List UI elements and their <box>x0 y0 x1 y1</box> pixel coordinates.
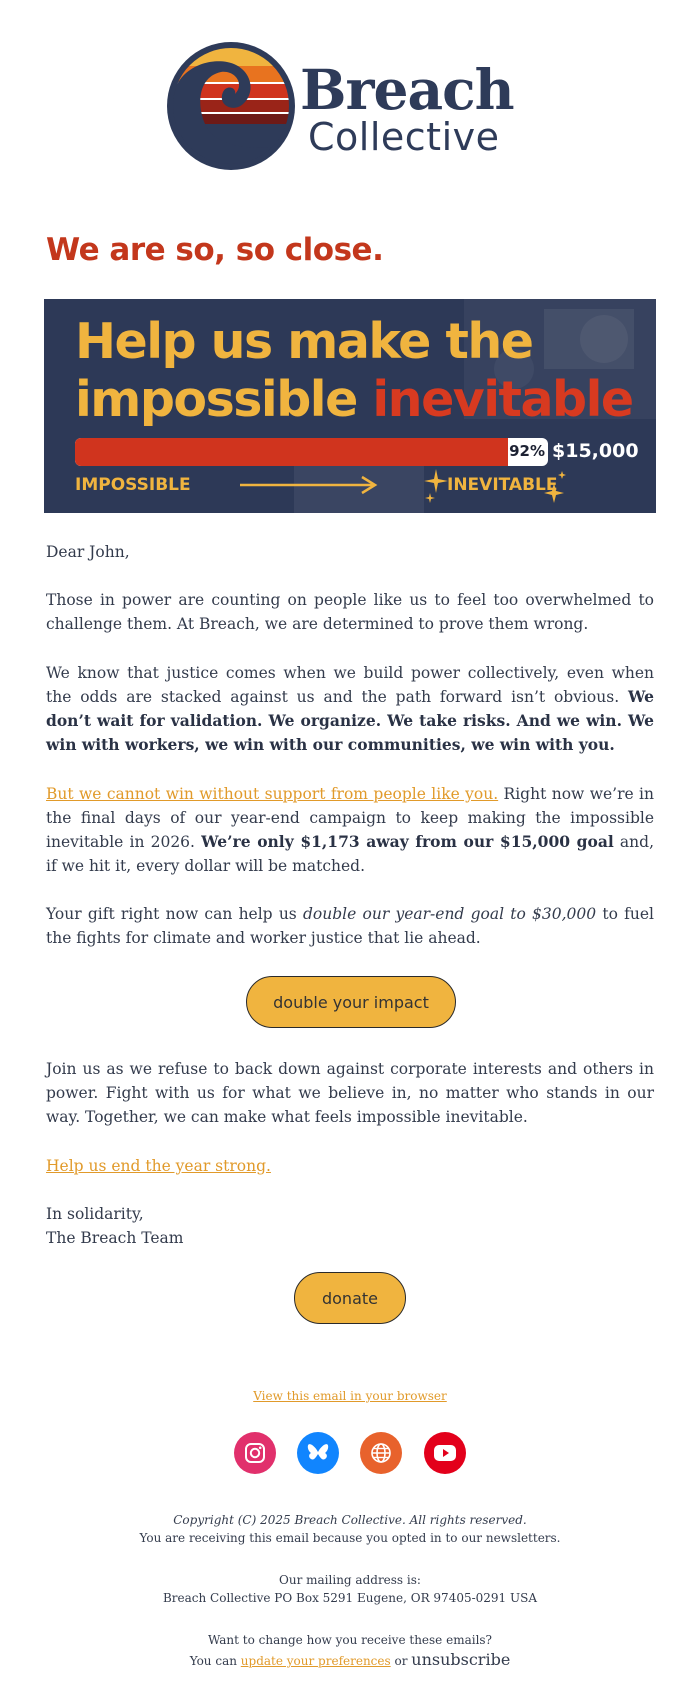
progress-percent: 92% <box>509 442 545 460</box>
banner-line-2 <box>75 371 633 429</box>
progress-bar <box>75 438 548 466</box>
paragraph-6 <box>46 1154 654 1178</box>
paragraph-3-end: and, if we hit it, every dollar will be matched. <box>46 833 654 875</box>
paragraph-4-text: Your gift right now can help us <box>46 905 303 923</box>
signoff-line-1: In solidarity, <box>46 1205 144 1223</box>
website-link[interactable] <box>360 1432 402 1474</box>
paragraph-4 <box>46 902 654 950</box>
receiving-notice: You are receiving this email because you opted in to our newsletters. <box>139 1531 561 1545</box>
end-year-strong-link[interactable]: Help us end the year strong. <box>46 1157 271 1175</box>
update-preferences-link[interactable]: update your preferences <box>240 1654 391 1668</box>
paragraph-2-text: We know that justice comes when we build power collectively, even when the odds are stacked against us and the path forward isn’t obvious. <box>46 664 654 706</box>
paragraph-1: Those in power are counting on people like us to feel too overwhelmed to challenge them. At Breach, we are determined to prove them wrong. <box>46 591 654 633</box>
label-inevitable: INEVITABLE <box>447 475 558 495</box>
progress-fill <box>75 438 508 466</box>
view-in-browser-link[interactable]: View this email in your browser <box>253 1389 447 1403</box>
campaign-banner[interactable] <box>44 299 656 513</box>
label-impossible: IMPOSSIBLE <box>75 475 191 495</box>
youtube-icon <box>433 1444 457 1462</box>
brand-name-top: Breach <box>300 57 514 122</box>
banner-line-1: Help us make the <box>75 313 533 370</box>
change-prompt: Want to change how you receive these emails? <box>207 1633 492 1647</box>
logo[interactable] <box>165 40 535 175</box>
paragraph-4-italic: double our year-end goal to $30,000 <box>303 905 597 923</box>
page-title: We are so, so close. <box>46 232 384 268</box>
mailing-label: Our mailing address is: <box>279 1573 421 1587</box>
brand-name-bottom: Collective <box>308 115 500 159</box>
goal-amount: $15,000 <box>552 440 639 462</box>
globe-icon <box>370 1442 392 1464</box>
paragraph-2-bold: We don’t wait for validation. We organize. We take risks. And we win. We win with workers, we win with our communities, we win with you. <box>46 687 654 754</box>
wave-logo-icon <box>165 40 297 172</box>
banner-word-inevitable: inevitable <box>372 371 633 428</box>
goal-gap-text: We’re only $1,173 away from our $15,000 goal <box>201 832 614 851</box>
double-impact-button[interactable]: double your impact <box>246 976 456 1028</box>
instagram-icon <box>244 1442 266 1464</box>
paragraph-5: Join us as we refuse to back down against corporate interests and others in power. Fight with us for what we believe in, no matter who stands in our way. Together, we can make what feels impossible inevitable. <box>46 1060 654 1126</box>
unsubscribe-link[interactable]: unsubscribe <box>411 1650 511 1669</box>
youtube-link[interactable] <box>424 1432 466 1474</box>
paragraph-2 <box>46 661 654 757</box>
arrow-right-icon <box>240 474 380 496</box>
support-link[interactable]: But we cannot win without support from people like you. <box>46 785 499 803</box>
paragraph-3-text: Right now we’re in the final days of our year-end campaign to keep making the impossible inevitable in 2026. <box>46 785 654 851</box>
you-can-text: You can <box>189 1654 241 1668</box>
preferences-line <box>0 1651 700 1670</box>
copyright <box>0 1511 700 1529</box>
donate-button[interactable]: donate <box>294 1272 406 1324</box>
bluesky-icon <box>306 1442 330 1464</box>
mailing-address: Breach Collective PO Box 5291 Eugene, OR 97405-0291 USA <box>162 1591 538 1605</box>
signoff-line-2: The Breach Team <box>46 1229 184 1247</box>
or-text: or <box>390 1654 412 1668</box>
copyright-text: Copyright (C) 2025 Breach Collective. All rights reserved. <box>173 1513 527 1527</box>
bluesky-link[interactable] <box>297 1432 339 1474</box>
paragraph-4-end: to fuel the fights for climate and worker justice that lie ahead. <box>46 905 655 947</box>
paragraph-3 <box>46 782 654 878</box>
greeting: Dear John, <box>46 543 130 561</box>
banner-headline <box>75 313 633 429</box>
banner-word-impossible: impossible <box>75 371 373 428</box>
instagram-link[interactable] <box>234 1432 276 1474</box>
